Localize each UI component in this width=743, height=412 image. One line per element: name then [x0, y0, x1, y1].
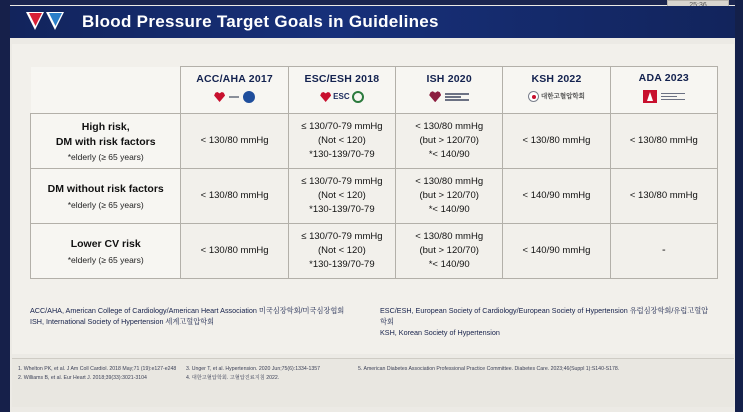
column-header-year: 2020 [447, 72, 472, 85]
column-header-ish [396, 67, 503, 114]
row-label-high-risk [31, 114, 181, 169]
cell-esc-esh-high-risk [288, 114, 395, 169]
row-label-sub: *elderly (≥ 65 years) [67, 254, 144, 265]
row-label-line1: Lower CV risk [70, 238, 141, 251]
ksh-logo [528, 87, 585, 107]
column-header-year: 2017 [248, 73, 273, 85]
column-header-ksh [503, 67, 610, 114]
row-label-line1: DM without risk factors [47, 183, 164, 196]
ring-icon [352, 91, 364, 103]
cell-line3: *130-139/70-79 [309, 258, 375, 270]
cell-line1: ≤ 130/70-79 mmHg [301, 176, 383, 188]
cell-line3: *< 140/90 [428, 258, 470, 270]
cell-line1: ≤ 130/70-79 mmHg [301, 231, 383, 243]
reference-item: 4. 대한고혈압학회. 고혈압진료지침 2022. [186, 374, 280, 381]
reference-column-2 [186, 365, 351, 383]
table-row [31, 114, 718, 169]
reference-item: 1. Whelton PK, et al. J Am Coll Cardiol. 2018 May;71 (19):e127-e248 [18, 366, 177, 372]
reference-column-1 [18, 365, 178, 383]
slide-title-bar [10, 6, 735, 38]
cell-line2: (but > 120/70) [419, 190, 479, 202]
cell-line2: (Not < 120) [317, 245, 366, 257]
table-row [31, 224, 718, 279]
acc-aha-logo [214, 87, 255, 107]
table-corner-cell [31, 67, 181, 114]
cell-line1: < 140/90 mmHg [522, 245, 591, 257]
row-label-line1: High risk, [81, 121, 130, 134]
page-title: Blood Pressure Target Goals in Guidelines [82, 12, 439, 31]
cell-line1: < 130/80 mmHg [200, 135, 269, 147]
footnote-ish: ISH, International Society of Hypertension 세계고혈압학회 [30, 316, 215, 326]
footnotes-right [380, 306, 710, 338]
cell-line1: < 130/80 mmHg [200, 190, 269, 202]
cell-ada-lower-cv-risk [610, 224, 717, 279]
cell-line2: (but > 120/70) [419, 245, 479, 257]
column-header-acc-aha [181, 67, 288, 114]
ksh-wordmark: 대한고혈압학회 [541, 92, 585, 100]
row-label-dm-without-risk [31, 169, 181, 224]
cell-line1: < 130/80 mmHg [629, 190, 698, 202]
column-header-year: 2023 [664, 72, 689, 85]
cell-acc-aha-dm-without-risk [181, 169, 288, 224]
heart-icon [320, 92, 331, 102]
divider-icon [229, 96, 239, 98]
table-header-row [31, 67, 718, 114]
cell-esc-esh-lower-cv-risk [288, 224, 395, 279]
cell-line1: ≤ 130/70-79 mmHg [301, 121, 383, 133]
column-header-name: ESC/ESH [304, 73, 352, 85]
cell-line1: < 140/90 mmHg [522, 190, 591, 202]
cell-line2: (Not < 120) [317, 190, 366, 202]
column-header-name: ISH [426, 72, 445, 85]
cell-line1: < 130/80 mmHg [415, 121, 484, 133]
screen-frame-right [735, 0, 743, 412]
column-header-year: 2018 [355, 73, 380, 85]
cell-ksh-dm-without-risk [503, 169, 610, 224]
screen-frame-left [0, 0, 10, 412]
cell-ada-dm-without-risk [610, 169, 717, 224]
reference-item: 3. Unger T, et al. Hypertension. 2020 Jun;75(6):1334-1357 [186, 366, 320, 372]
heart-icon [429, 91, 441, 102]
table-row [31, 169, 718, 224]
cell-ada-high-risk [610, 114, 717, 169]
reference-column-3 [358, 365, 658, 374]
wordmark-lines-icon [661, 91, 685, 102]
cell-ksh-high-risk [503, 114, 610, 169]
cell-ksh-lower-cv-risk [503, 224, 610, 279]
cell-line2: (but > 120/70) [419, 135, 479, 147]
wordmark-lines-icon [445, 92, 469, 103]
row-label-line2: DM with risk factors [55, 135, 156, 148]
esc-esh-logo [320, 87, 363, 107]
row-label-sub: *elderly (≥ 65 years) [67, 151, 144, 162]
ish-logo [429, 87, 469, 107]
cell-acc-aha-high-risk [181, 114, 288, 169]
footnotes-left [30, 306, 370, 328]
cell-line2: (Not < 120) [317, 135, 366, 147]
cell-line1: < 130/80 mmHg [415, 176, 484, 188]
cell-line1: < 130/80 mmHg [200, 245, 269, 257]
column-header-name: ACC/AHA [196, 73, 246, 85]
row-label-sub: *elderly (≥ 65 years) [67, 199, 144, 210]
triangle-mark-icon [643, 90, 657, 103]
cell-ish-dm-without-risk [396, 169, 503, 224]
column-header-esc-esh [288, 67, 395, 114]
screen-frame-top [0, 0, 743, 5]
cell-line1: < 130/80 mmHg [522, 135, 591, 147]
footnote-acc-aha: ACC/AHA, American College of Cardiology/American Heart Association 미국심장학회/미국심장협회 [30, 306, 345, 315]
footnote-esc-esh: ESC/ESH, European Society of Cardiology/European Society of Hypertension 유럽심장학회/유럽고혈압학회 [380, 306, 709, 326]
reference-item: 2. Williams B, et al. Eur Heart J. 2018;39(33):3021-3104 [18, 374, 147, 381]
reference-item: 5. American Diabetes Association Professional Practice Committee. Diabetes Care. 2023;46(Suppl 1):S140-S178. [358, 366, 620, 372]
column-header-name: ADA [638, 72, 662, 85]
reference-bar [12, 358, 734, 407]
circle-mark-icon [528, 91, 539, 102]
cell-line1: - [661, 244, 666, 257]
slide-body [12, 44, 734, 354]
column-header-year: 2022 [557, 72, 582, 85]
cell-line3: *< 140/90 [428, 148, 470, 160]
cell-esc-esh-dm-without-risk [288, 169, 395, 224]
column-header-ada [610, 67, 717, 114]
circle-icon [243, 91, 255, 103]
cell-line3: *130-139/70-79 [309, 203, 375, 215]
column-header-name: KSH [531, 72, 555, 85]
ada-logo [643, 86, 685, 106]
cell-line1: < 130/80 mmHg [415, 231, 484, 243]
bp-target-table [30, 66, 718, 279]
cell-line1: < 130/80 mmHg [629, 135, 698, 147]
esc-wordmark: ESC [333, 92, 350, 101]
brand-logo-icon [24, 10, 68, 34]
cell-ish-high-risk [396, 114, 503, 169]
row-label-lower-cv-risk [31, 224, 181, 279]
heart-icon [214, 92, 225, 102]
cell-ish-lower-cv-risk [396, 224, 503, 279]
cell-line3: *< 140/90 [428, 203, 470, 215]
brand-logo-svg [24, 10, 68, 34]
cell-line3: *130-139/70-79 [309, 148, 375, 160]
footnote-ksh: KSH, Korean Society of Hypertension [380, 327, 500, 337]
cell-acc-aha-lower-cv-risk [181, 224, 288, 279]
